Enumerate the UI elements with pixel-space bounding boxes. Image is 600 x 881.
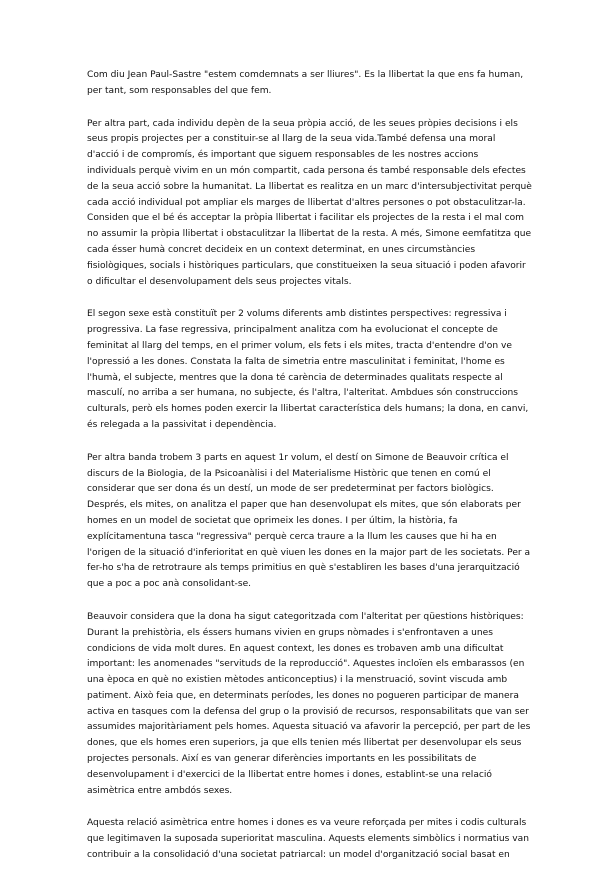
paragraph-line: contribuir a la consolidació d'una societat patriarcal: un model d'organització social basat en <box>87 850 510 861</box>
paragraph-line: seus propis projectes per a constituir-se al llarg de la seua vida.També defensa una moral <box>87 134 496 145</box>
paragraph <box>87 610 533 800</box>
paragraph-line: no assumir la pròpia llibertat i obstaculitzar la llibertat de la resta. A més, Simone eemfatitza que <box>87 229 532 240</box>
paragraph-line: l'opressió a les dones. Constata la falta de simetria entre masculinitat i feminitat, l'home es <box>87 356 505 367</box>
paragraph-line: activa en tasques com la defensa del grup o la provisió de recursos, responsabilitats que van ser <box>87 706 529 717</box>
paragraph <box>87 451 533 593</box>
paragraph-line: o dificultar el desenvolupament dels seus projectes vitals. <box>87 276 352 287</box>
paragraph-line: l'humà, el subjecte, mentres que la dona té carència de determinades qualitats respecte al <box>87 372 503 383</box>
paragraph-line: asimètrica entre ambdós sexes. <box>87 785 233 796</box>
paragraph-line: culturals, però els homes poden exercir la llibertat característica dels humans; la dona, en canvi, <box>87 404 529 415</box>
paragraph-line: Per altra banda trobem 3 parts en aquest 1r volum, el destí on Simone de Beauvoir crítica el <box>87 452 509 463</box>
paragraph-line: feminitat al llarg del temps, en el primer volum, els fets i els mites, tracta d'entendre d'on ve <box>87 340 512 351</box>
paragraph-line: progressiva. La fase regressiva, principalment analitza com ha evolucionat el concepte de <box>87 325 498 336</box>
paragraph-line: Com diu Jean Paul-Sastre "estem comdemnats a ser lliures". Es la llibertat la que ens fa human, <box>87 70 524 80</box>
paragraph-line: considerar que ser dona és un destí, un mode de ser predeterminat per factors biològics. <box>87 484 494 495</box>
paragraph-line: dones, que els homes eren superiors, ja que ells tenien més llibertat per desenvolupar els seus <box>87 738 522 749</box>
paragraph-line: desenvolupament i d'exercici de la llibertat entre homes i dones, establint-se una relació <box>87 769 492 780</box>
paragraph-line: cada acció individual pot ampliar els marges de llibertat d'altres persones o pot obstaculitzar-la. <box>87 197 526 208</box>
paragraph-line: fer-ho s'ha de retrotraure als temps primitius en què s'establiren les bases d'una jerarquització <box>87 563 520 574</box>
paragraph-line: masculí, no arriba a ser humana, no subjecte, és l'altra, l'alteritat. Ambdues són construccions <box>87 388 519 399</box>
paragraph-line: discurs de la Biologia, de la Psicoanàlisi i del Materialisme Històric que tenen en comú el <box>87 468 491 479</box>
paragraph-line: Considen que el bé és acceptar la pròpia llibertat i facilitar els projectes de la resta i el mal com <box>87 213 525 224</box>
paragraph-line: homes en un model de societat que oprimeix les dones. I per últim, la història, fa <box>87 515 458 526</box>
paragraph-line: és relegada a la passivitat i dependència. <box>87 419 277 430</box>
paragraph-line: per tant, som responsables del que fem. <box>87 85 272 96</box>
paragraph-line: condicions de vida molt dures. En aquest context, les dones es trobaven amb una dificultat <box>87 643 504 654</box>
paragraph-line: que a poc a poc anà consolidant-se. <box>87 579 252 590</box>
paragraph-line: patiment. Això feia que, en determinats períodes, les dones no pogueren participar de manera <box>87 690 519 701</box>
paragraph-line: Beauvoir considera que la dona ha sigut categoritzada com l'alteritat per qüestions històriques: <box>87 611 524 622</box>
paragraph-line: que legitimaven la suposada superioritat masculina. Aquests elements simbòlics i normatius van <box>87 834 529 845</box>
paragraph-line: fisiològiques, socials i històriques particulars, que constitueixen la seua situació i poden afavorir <box>87 260 526 271</box>
paragraph-line: Després, els mites, on analitza el paper que han desenvolupat els mites, que són elaborats per <box>87 500 521 511</box>
paragraph-line: individuals perquè vivim en un món compartit, cada persona és també responsable dels efectes <box>87 165 526 176</box>
paragraph-line: explícitamentuna tasca "regressiva" perquè cerca traure a la llum les causes que hi ha en <box>87 531 497 542</box>
paragraph-line: Aquesta relació asimètrica entre homes i dones es va veure reforçada per mites i codis culturals <box>87 818 527 829</box>
paragraph-line: El segon sexe està constituït per 2 volums diferents amb distintes perspectives: regressiva i <box>87 309 507 320</box>
paragraph-line: important: les anomenades "servituds de la reproducció". Aquestes incloïen els embarassos (en <box>87 659 525 670</box>
document-body <box>87 68 533 881</box>
paragraph-line: una època en què no existien mètodes anticonceptius) i la menstruació, sovint viscuda amb <box>87 675 508 686</box>
paragraph-line: cada ésser humà concret decideix en un context determinat, en unes circumstàncies <box>87 244 476 255</box>
paragraph-line: de la seua acció sobre la humanitat. La llibertat es realitza en un marc d'intersubjectivitat perquè <box>87 181 532 192</box>
paragraph-line: d'acció i de compromís, és important que siguem responsables de les nostres accions <box>87 150 479 161</box>
paragraph-line: l'origen de la situació d'inferioritat en què viuen les dones en la major part de les societats. Per a <box>87 547 531 558</box>
paragraph-line: projectes personals. Així es van generar diferències importants en les possibilitats de <box>87 754 477 765</box>
paragraph-line: Per altra part, cada individu depèn de la seua pròpia acció, de les seues pròpies decisions i els <box>87 118 518 129</box>
paragraph-line: assumides majoritàriament pels homes. Aquesta situació va afavorir la percepció, per part de les <box>87 722 531 733</box>
paragraph <box>87 117 533 291</box>
paragraph <box>87 816 533 863</box>
paragraph <box>87 307 533 433</box>
paragraph-line: Durant la prehistòria, els éssers humans vivien en grups nòmades i s'enfrontaven a unes <box>87 627 494 638</box>
paragraph <box>87 68 533 100</box>
